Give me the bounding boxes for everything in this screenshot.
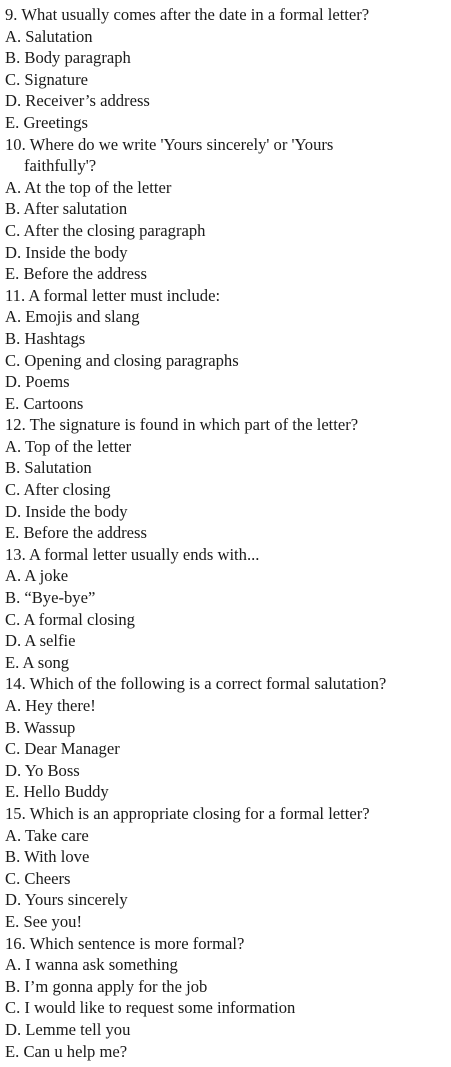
option-text: Before the address xyxy=(23,523,147,543)
option-text: Greetings xyxy=(23,112,88,132)
answer-option xyxy=(0,69,451,91)
option-letter: B. xyxy=(5,717,21,737)
question-prompt xyxy=(0,544,451,566)
option-letter: C. xyxy=(5,998,21,1018)
option-text: I’m gonna apply for the job xyxy=(24,976,208,996)
question-number: 12. xyxy=(5,415,26,435)
question-number: 14. xyxy=(5,674,26,694)
answer-option xyxy=(0,90,451,112)
question-block xyxy=(0,933,451,1063)
question-text: Which sentence is more formal? xyxy=(29,933,245,953)
answer-option xyxy=(0,220,451,242)
answer-option xyxy=(0,263,451,285)
option-letter: D. xyxy=(5,501,22,521)
answer-option xyxy=(0,393,451,415)
option-text: After the closing paragraph xyxy=(23,220,206,240)
option-letter: C. xyxy=(5,609,21,629)
question-text: What usually comes after the date in a formal letter? xyxy=(21,5,370,24)
option-letter: A. xyxy=(5,436,22,456)
answer-option xyxy=(0,587,451,609)
answer-option xyxy=(0,436,451,458)
answer-option xyxy=(0,371,451,393)
option-text: A song xyxy=(22,652,70,672)
question-prompt xyxy=(0,673,451,695)
question-block xyxy=(0,803,451,933)
option-text: Hey there! xyxy=(25,696,96,715)
option-text: Before the address xyxy=(23,264,147,284)
option-letter: B. xyxy=(5,328,21,348)
answer-option xyxy=(0,825,451,847)
answer-option xyxy=(0,976,451,998)
option-text: After closing xyxy=(23,480,111,500)
question-text: Which is an appropriate closing for a formal letter? xyxy=(29,803,370,823)
answer-option xyxy=(0,47,451,69)
option-text: Opening and closing paragraphs xyxy=(24,350,239,370)
question-text: A formal letter usually ends with... xyxy=(28,544,260,564)
option-text: Top of the letter xyxy=(25,436,132,456)
option-letter: A. xyxy=(5,177,22,197)
answer-option xyxy=(0,868,451,890)
option-letter: A. xyxy=(5,955,22,975)
question-number: 11. xyxy=(5,285,26,305)
question-prompt xyxy=(0,285,451,307)
answer-option xyxy=(0,198,451,220)
question-prompt xyxy=(0,933,451,955)
answer-option xyxy=(0,846,451,868)
option-letter: E. xyxy=(5,911,20,931)
option-letter: B. xyxy=(5,847,21,867)
option-letter: A. xyxy=(5,26,22,46)
option-text: Can u help me? xyxy=(23,1041,128,1061)
option-text: A selfie xyxy=(24,631,76,651)
option-text: Cheers xyxy=(24,868,71,888)
option-text: A joke xyxy=(24,566,69,586)
option-text: “Bye-bye” xyxy=(24,588,96,608)
option-text: Take care xyxy=(25,825,89,845)
answer-option xyxy=(0,609,451,631)
option-letter: B. xyxy=(5,588,21,608)
question-prompt xyxy=(0,134,451,156)
question-number: 10. xyxy=(5,134,26,154)
option-letter: D. xyxy=(5,760,22,780)
option-letter: E. xyxy=(5,264,20,284)
option-text: Dear Manager xyxy=(24,739,120,759)
option-text: Signature xyxy=(24,69,88,89)
option-letter: A. xyxy=(5,307,22,327)
question-prompt-continued xyxy=(0,155,451,177)
option-letter: D. xyxy=(5,1019,22,1039)
option-letter: E. xyxy=(5,652,20,672)
option-text: Salutation xyxy=(25,26,93,46)
answer-option xyxy=(0,738,451,760)
option-letter: A. xyxy=(5,825,22,845)
answer-option xyxy=(0,306,451,328)
answer-option xyxy=(0,1041,451,1063)
option-text: See you! xyxy=(23,911,82,931)
question-text: Which of the following is a correct formal salutation? xyxy=(29,674,387,694)
option-letter: B. xyxy=(5,48,21,68)
option-text: Emojis and slang xyxy=(25,307,140,327)
answer-option xyxy=(0,177,451,199)
question-number: 16. xyxy=(5,933,26,953)
question-block xyxy=(0,544,451,674)
option-text: I would like to request some information xyxy=(24,998,296,1018)
question-block xyxy=(0,285,451,415)
question-prompt xyxy=(0,4,451,26)
answer-option xyxy=(0,911,451,933)
answer-option xyxy=(0,954,451,976)
option-letter: C. xyxy=(5,69,21,89)
question-text: The signature is found in which part of the letter? xyxy=(29,415,359,435)
answer-option xyxy=(0,889,451,911)
option-letter: C. xyxy=(5,350,21,370)
question-block xyxy=(0,4,451,134)
answer-option xyxy=(0,479,451,501)
option-text: After salutation xyxy=(23,199,128,219)
option-letter: A. xyxy=(5,566,22,586)
answer-option xyxy=(0,652,451,674)
answer-option xyxy=(0,997,451,1019)
answer-option xyxy=(0,760,451,782)
question-number: 15. xyxy=(5,803,26,823)
question-number: 9. xyxy=(5,5,18,24)
option-letter: B. xyxy=(5,458,21,478)
option-letter: B. xyxy=(5,199,21,219)
option-text: Poems xyxy=(25,372,70,392)
option-letter: D. xyxy=(5,890,22,910)
option-letter: E. xyxy=(5,782,20,802)
question-prompt xyxy=(0,414,451,436)
answer-option xyxy=(0,457,451,479)
option-text: Lemme tell you xyxy=(25,1019,131,1039)
question-block xyxy=(0,414,451,544)
option-letter: D. xyxy=(5,91,22,111)
answer-option xyxy=(0,26,451,48)
option-text: Yours sincerely xyxy=(24,890,128,910)
question-number: 13. xyxy=(5,544,26,564)
option-letter: C. xyxy=(5,220,21,240)
option-text: Hashtags xyxy=(24,328,86,348)
option-text: Inside the body xyxy=(25,242,128,262)
answer-option xyxy=(0,350,451,372)
option-letter: B. xyxy=(5,976,21,996)
option-letter: E. xyxy=(5,1041,20,1061)
option-letter: E. xyxy=(5,523,20,543)
question-text: A formal letter must include: xyxy=(28,285,221,305)
option-text: Salutation xyxy=(24,458,92,478)
answer-option xyxy=(0,630,451,652)
option-text: Yo Boss xyxy=(24,760,80,780)
answer-option xyxy=(0,695,451,717)
option-letter: E. xyxy=(5,393,20,413)
answer-option xyxy=(0,565,451,587)
option-letter: A. xyxy=(5,696,22,715)
option-letter: C. xyxy=(5,739,21,759)
answer-option xyxy=(0,328,451,350)
option-text: Hello Buddy xyxy=(23,782,109,802)
answer-option xyxy=(0,501,451,523)
option-text: At the top of the letter xyxy=(24,177,172,197)
question-text: faithfully'? xyxy=(24,156,97,176)
answer-option xyxy=(0,1019,451,1041)
option-text: Cartoons xyxy=(23,393,84,413)
option-text: Inside the body xyxy=(25,501,128,521)
answer-option xyxy=(0,522,451,544)
option-letter: D. xyxy=(5,242,22,262)
answer-option xyxy=(0,717,451,739)
question-block xyxy=(0,673,451,803)
option-text: With love xyxy=(24,847,90,867)
option-text: A formal closing xyxy=(23,609,135,629)
option-text: Body paragraph xyxy=(24,48,131,68)
option-letter: C. xyxy=(5,480,21,500)
option-letter: C. xyxy=(5,868,21,888)
answer-option xyxy=(0,112,451,134)
option-letter: D. xyxy=(5,372,22,392)
question-prompt xyxy=(0,803,451,825)
question-text: Where do we write 'Yours sincerely' or 'Yours xyxy=(29,134,334,154)
answer-option xyxy=(0,781,451,803)
option-text: Wassup xyxy=(24,717,76,737)
option-letter: E. xyxy=(5,112,20,132)
question-block xyxy=(0,134,451,285)
option-letter: D. xyxy=(5,631,22,651)
answer-option xyxy=(0,242,451,264)
option-text: I wanna ask something xyxy=(25,955,178,975)
option-text: Receiver’s address xyxy=(25,91,150,111)
